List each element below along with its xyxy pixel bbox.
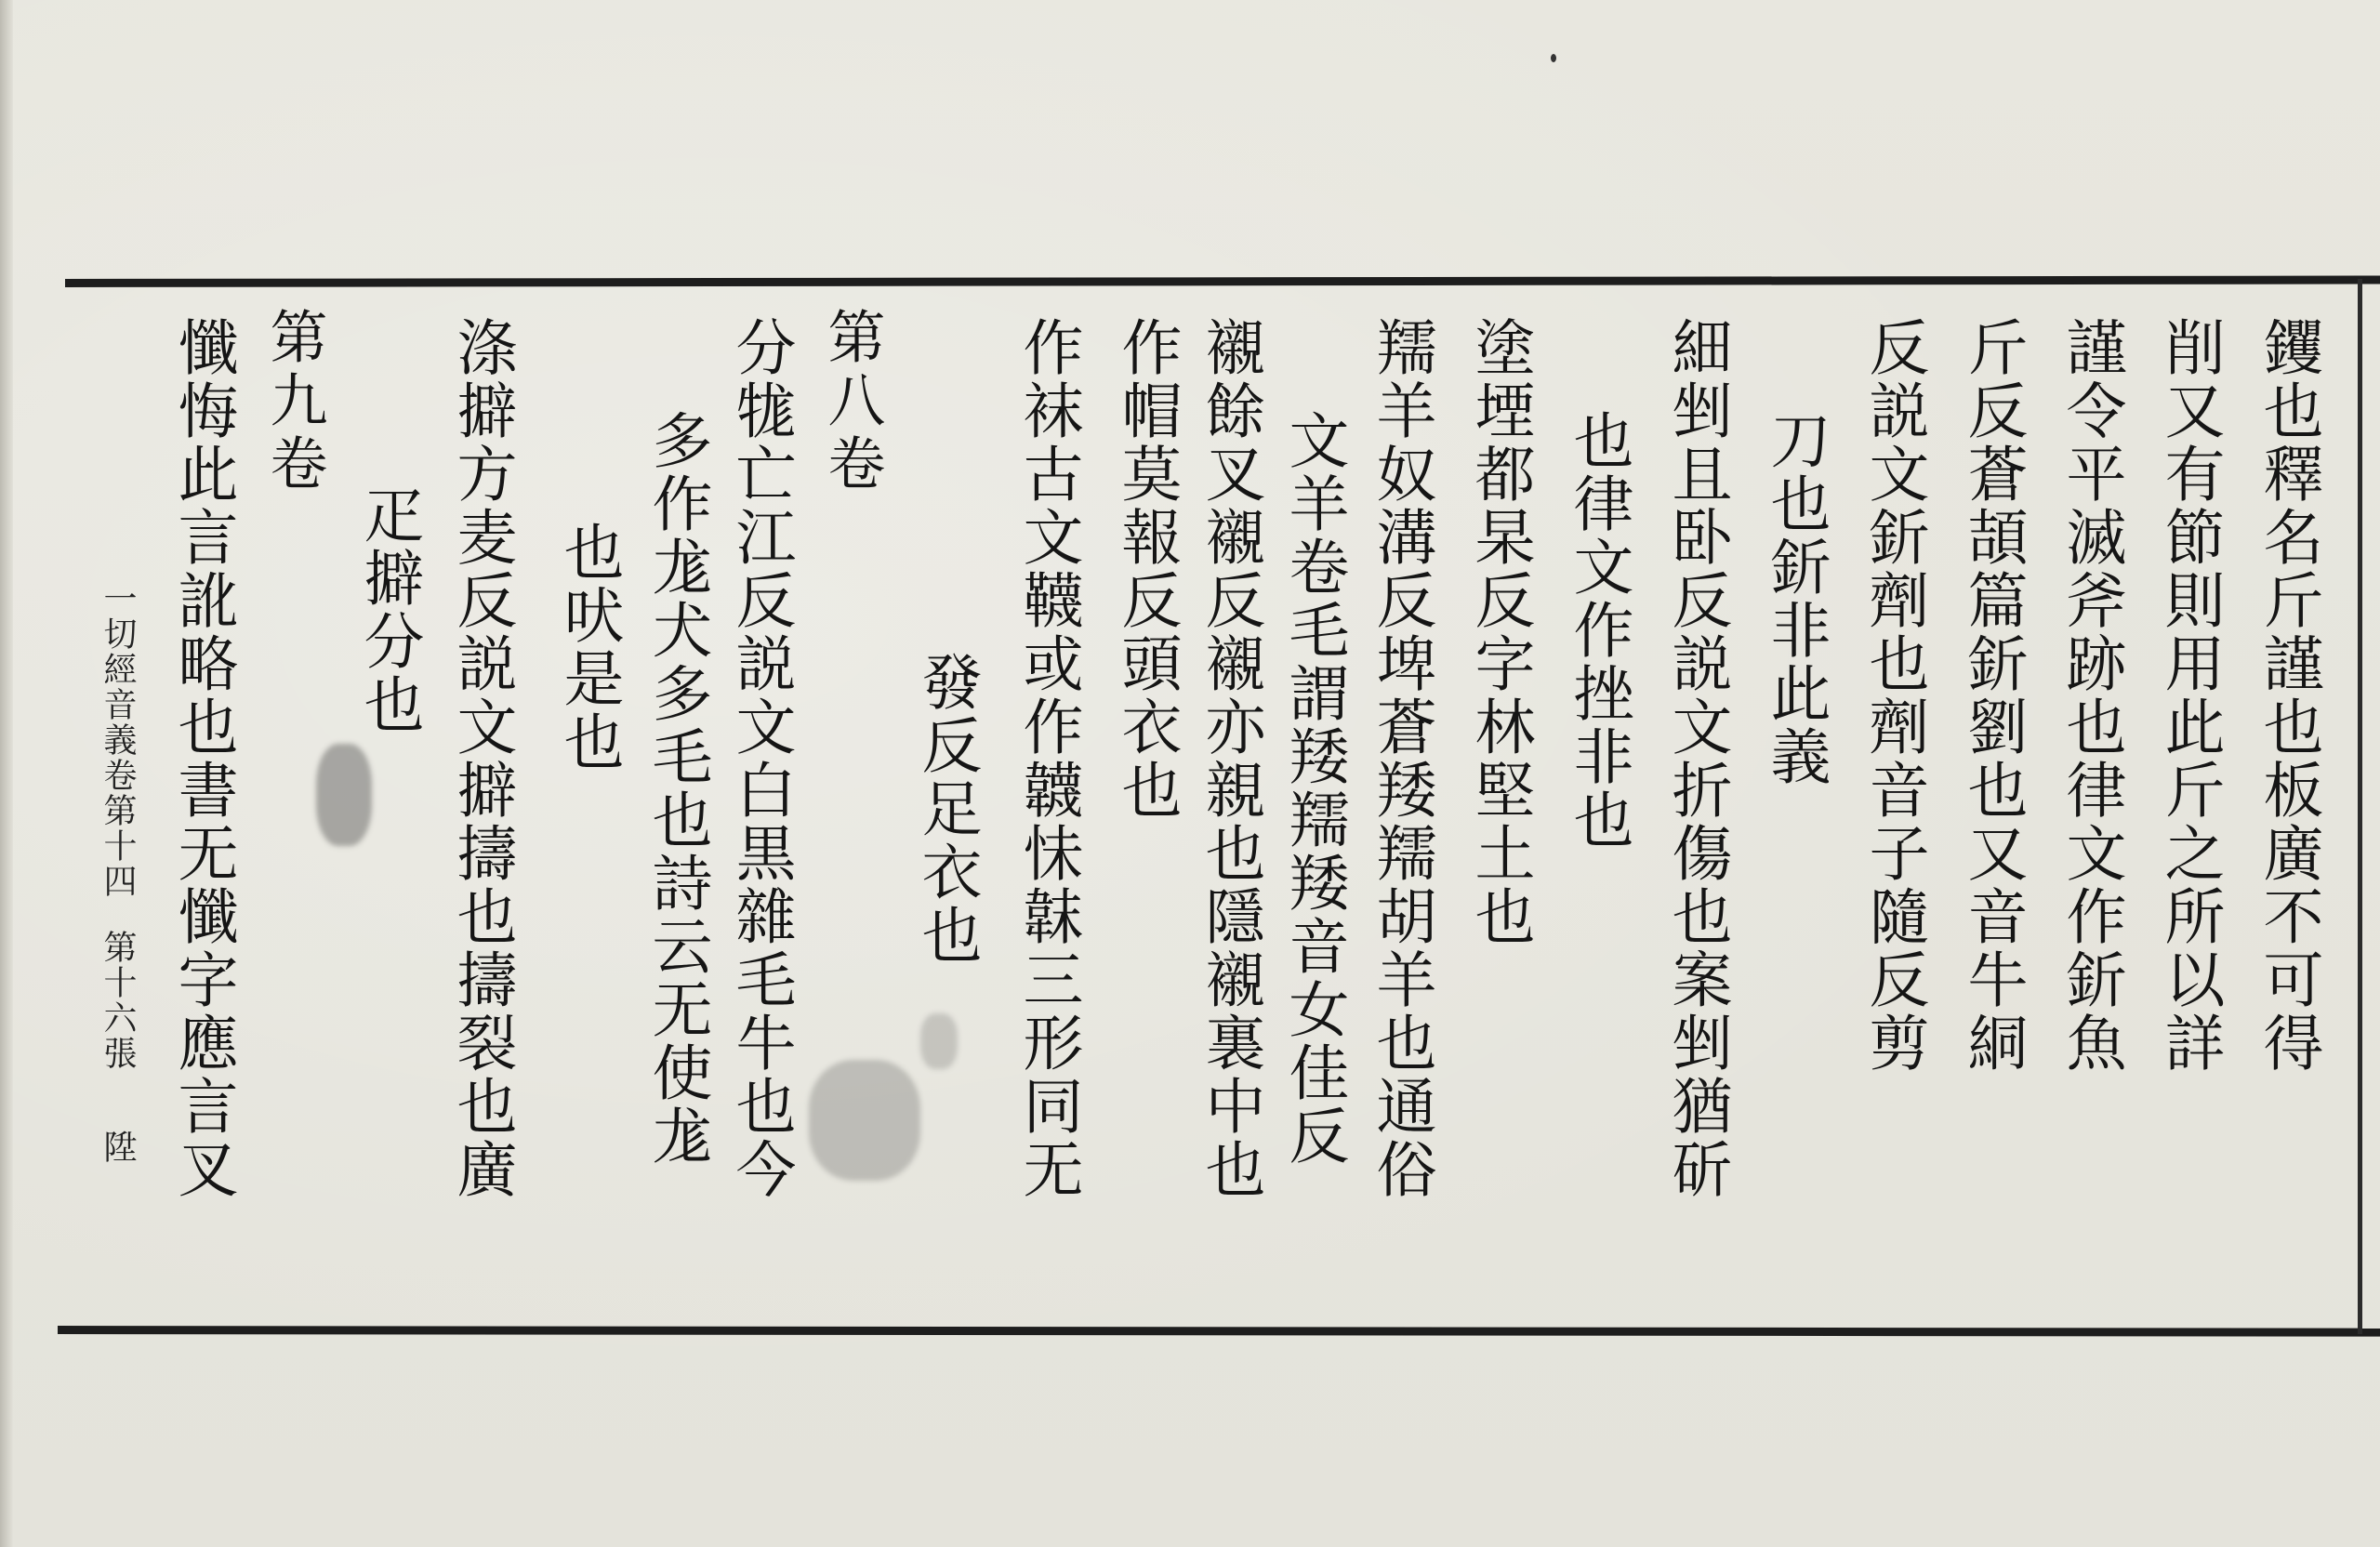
text-column: 作帽莫報反頭衣也 — [1111, 316, 1181, 822]
ink-smudge — [809, 1060, 920, 1181]
text-column: 謹令平滅斧跡也律文作釿魚 — [2056, 316, 2125, 1075]
text-column: 懺悔此言訛略也書无懺字應言叉 — [167, 316, 237, 1201]
text-column: 斤反蒼頡篇釿劉也又音牛絧 — [1957, 316, 2027, 1075]
text-column: 襯餘叉襯反襯亦親也隱襯裏中也 — [1195, 316, 1264, 1201]
leaf-number: 第十六張 — [99, 930, 137, 1071]
text-column: 涤擗方麦反説文擗擣也擣裂也廣 — [446, 316, 516, 1201]
text-column: 也律文作挫非也 — [1563, 409, 1633, 852]
frame-top-border — [65, 276, 2380, 287]
text-column: 也吠是也 — [553, 521, 623, 774]
text-column: 細剉且卧反説文折傷也案剉猶斫 — [1661, 316, 1731, 1201]
binding-edge — [0, 0, 13, 1547]
text-column: 塗堙都杲反字林堅土也 — [1464, 316, 1534, 948]
folio-marker: 陞 — [99, 1130, 137, 1163]
frame-bottom-border — [58, 1326, 2380, 1337]
text-column: 多作尨犬多毛也詩云无使尨 — [641, 409, 711, 1168]
text-column: 文羊卷毛謂䍴羺䍴音女佳反 — [1278, 409, 1348, 1168]
text-column: 發反足衣也 — [911, 651, 981, 967]
section-heading: 第八卷 — [818, 307, 886, 496]
frame-right-border — [2358, 279, 2362, 1334]
running-title: 一切經音義卷第十四 — [99, 581, 137, 899]
ink-smudge — [920, 1013, 958, 1069]
text-column: 反説文釿劑也劑音子隨反剪 — [1858, 316, 1928, 1075]
text-column: 刀也釿非此義 — [1760, 409, 1830, 788]
ink-smudge — [316, 744, 372, 846]
text-column: 作袜古文韈或作韤怽韎三形同无 — [1012, 316, 1082, 1201]
text-column: 分牻亡江反説文白黒雜毛牛也今 — [725, 316, 795, 1201]
text-column: 削又有節則用此斤之所以詳 — [2154, 316, 2224, 1075]
section-heading: 第九卷 — [260, 307, 328, 496]
text-column: 疋擗分也 — [353, 483, 423, 736]
ink-speck — [1551, 54, 1556, 62]
text-column: 钁也釋名斤謹也板廣不可得 — [2253, 316, 2322, 1075]
text-column: 羺羊奴溝反埤蒼䍴羺胡羊也通俗 — [1366, 316, 1435, 1201]
